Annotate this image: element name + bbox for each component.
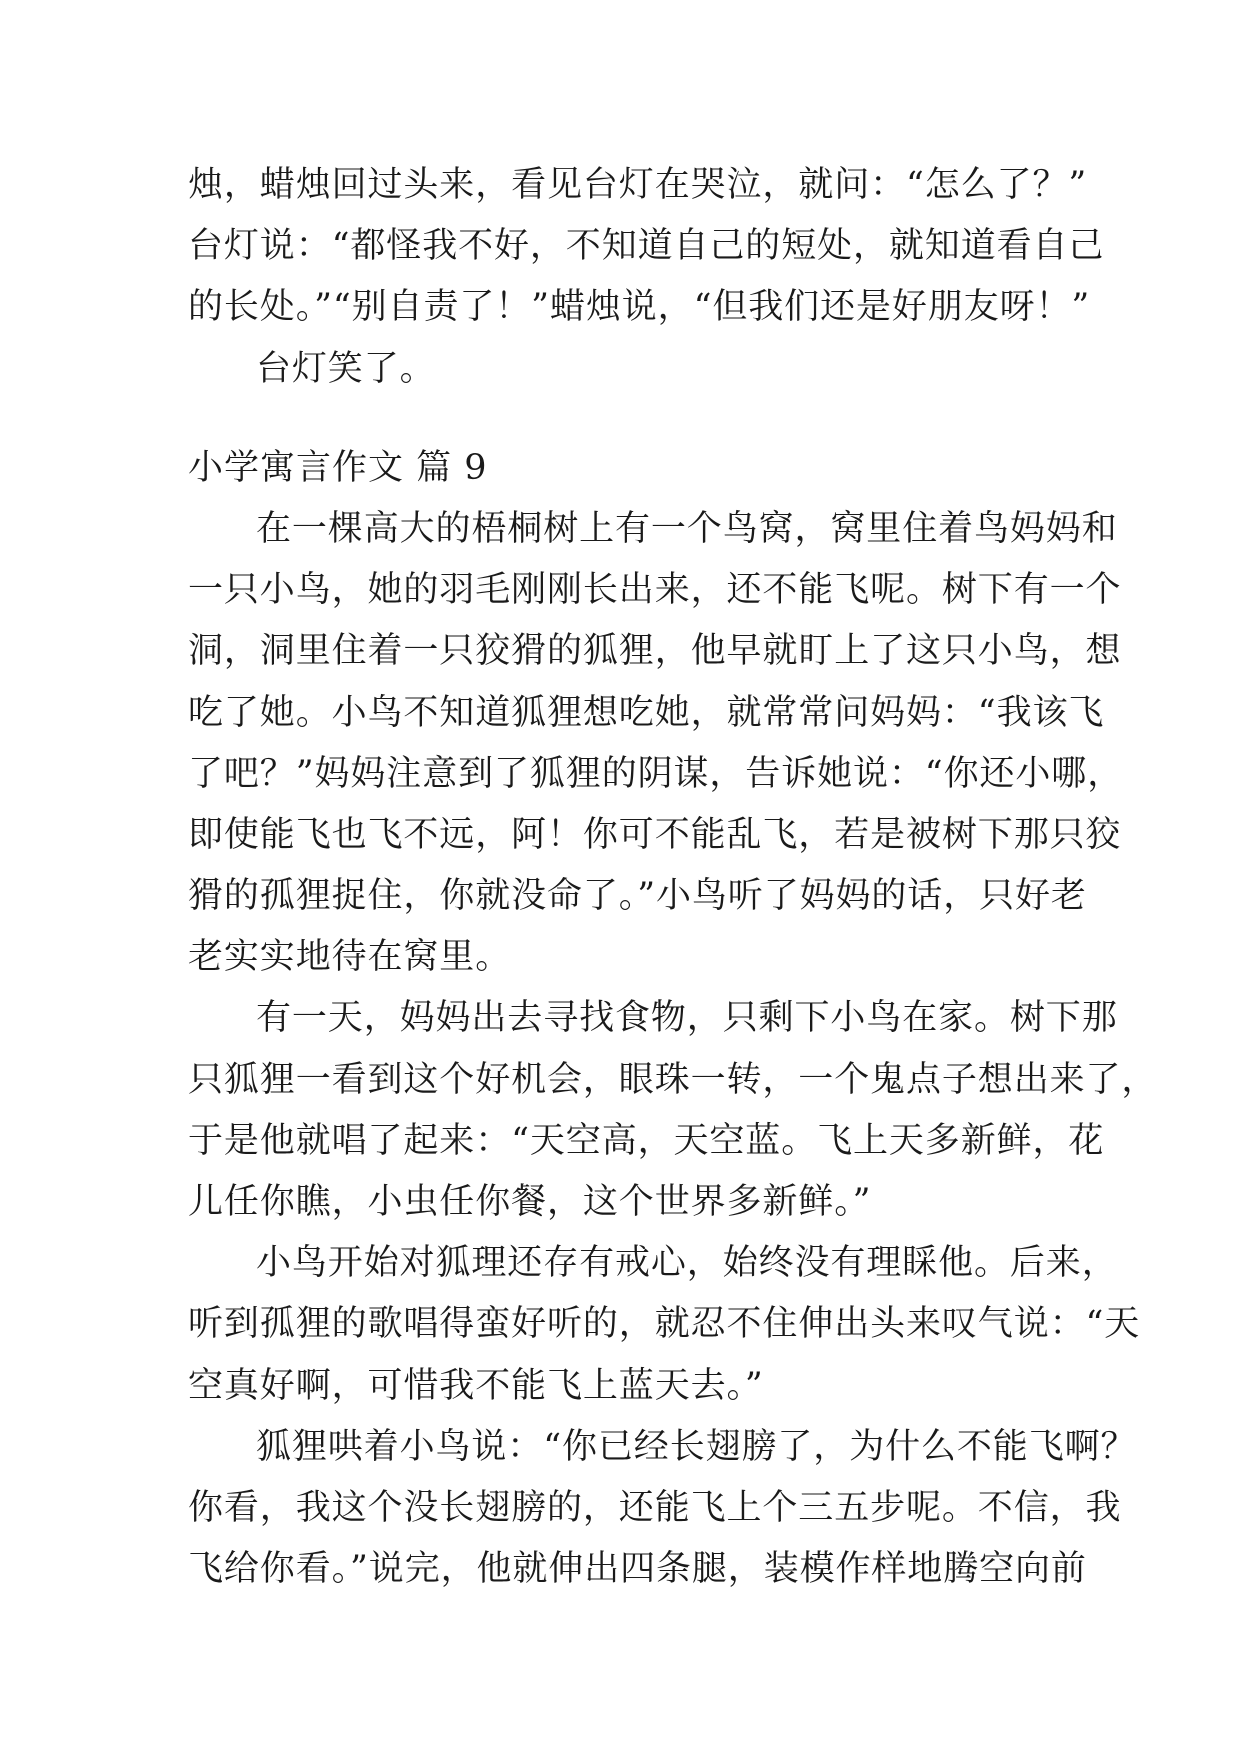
text-line: 小鸟开始对狐理还存有戒心，始终没有理睬他。后来，	[256, 1243, 1118, 1284]
text-line: 烛，蜡烛回过头来，看见台灯在哭泣，就问：“怎么了？”	[188, 165, 1088, 205]
text-line: 狐狸哄着小鸟说：“你已经长翅膀了，为什么不能飞啊？	[256, 1426, 1137, 1467]
text-line: 只狐狸一看到这个好机会，眼珠一转，一个鬼点子想出来了，	[188, 1059, 1158, 1100]
text-line: 在一棵高大的梧桐树上有一个鸟窝，窝里住着鸟妈妈和	[256, 508, 1118, 549]
text-line: 洞，洞里住着一只狡猾的狐狸，他早就盯上了这只小鸟，想	[188, 631, 1122, 672]
text-line: 台灯笑了。	[256, 348, 436, 389]
text-line: 老实实地待在窝里。	[188, 937, 512, 978]
text-line: 飞给你看。”说完，他就伸出四条腿，装模作样地腾空向前	[188, 1549, 1087, 1590]
text-line: 猾的孤狸捉住，你就没命了。”小鸟听了妈妈的话，只好老	[188, 876, 1087, 917]
text-line: 有一天，妈妈出去寻找食物，只剩下小鸟在家。树下那	[256, 998, 1118, 1039]
text-line: 你看，我这个没长翅膀的，还能飞上个三五步呢。不信，我	[188, 1487, 1122, 1528]
text-line: 了吧？”妈妈注意到了狐狸的阴谋，告诉她说：“你还小哪，	[188, 753, 1124, 794]
text-line: 台灯说：“都怪我不好，不知道自己的短处，就知道看自己	[188, 226, 1105, 267]
text-line: 听到孤狸的歌唱得蛮好听的，就忍不住伸出头来叹气说：“天	[188, 1304, 1141, 1345]
text-line: 于是他就唱了起来：“天空高，天空蓝。飞上天多新鲜，花	[188, 1120, 1105, 1161]
text-line: 即使能飞也飞不远，阿！你可不能乱飞，若是被树下那只狡	[188, 814, 1122, 855]
text-line: 空真好啊，可惜我不能飞上蓝天去。”	[188, 1365, 764, 1406]
section-title: 小学寓言作文 篇 9	[188, 447, 488, 488]
document-body	[188, 155, 1158, 1600]
text-line: 的长处。”“别自责了！”蜡烛说，“但我们还是好朋友呀！”	[188, 287, 1091, 328]
text-line: 吃了她。小鸟不知道狐狸想吃她，就常常问妈妈：“我该飞	[188, 692, 1105, 733]
text-line: 一只小鸟，她的羽毛刚刚长出来，还不能飞呢。树下有一个	[188, 570, 1122, 611]
text-line: 儿任你瞧，小虫任你餐，这个世界多新鲜。”	[188, 1182, 872, 1222]
